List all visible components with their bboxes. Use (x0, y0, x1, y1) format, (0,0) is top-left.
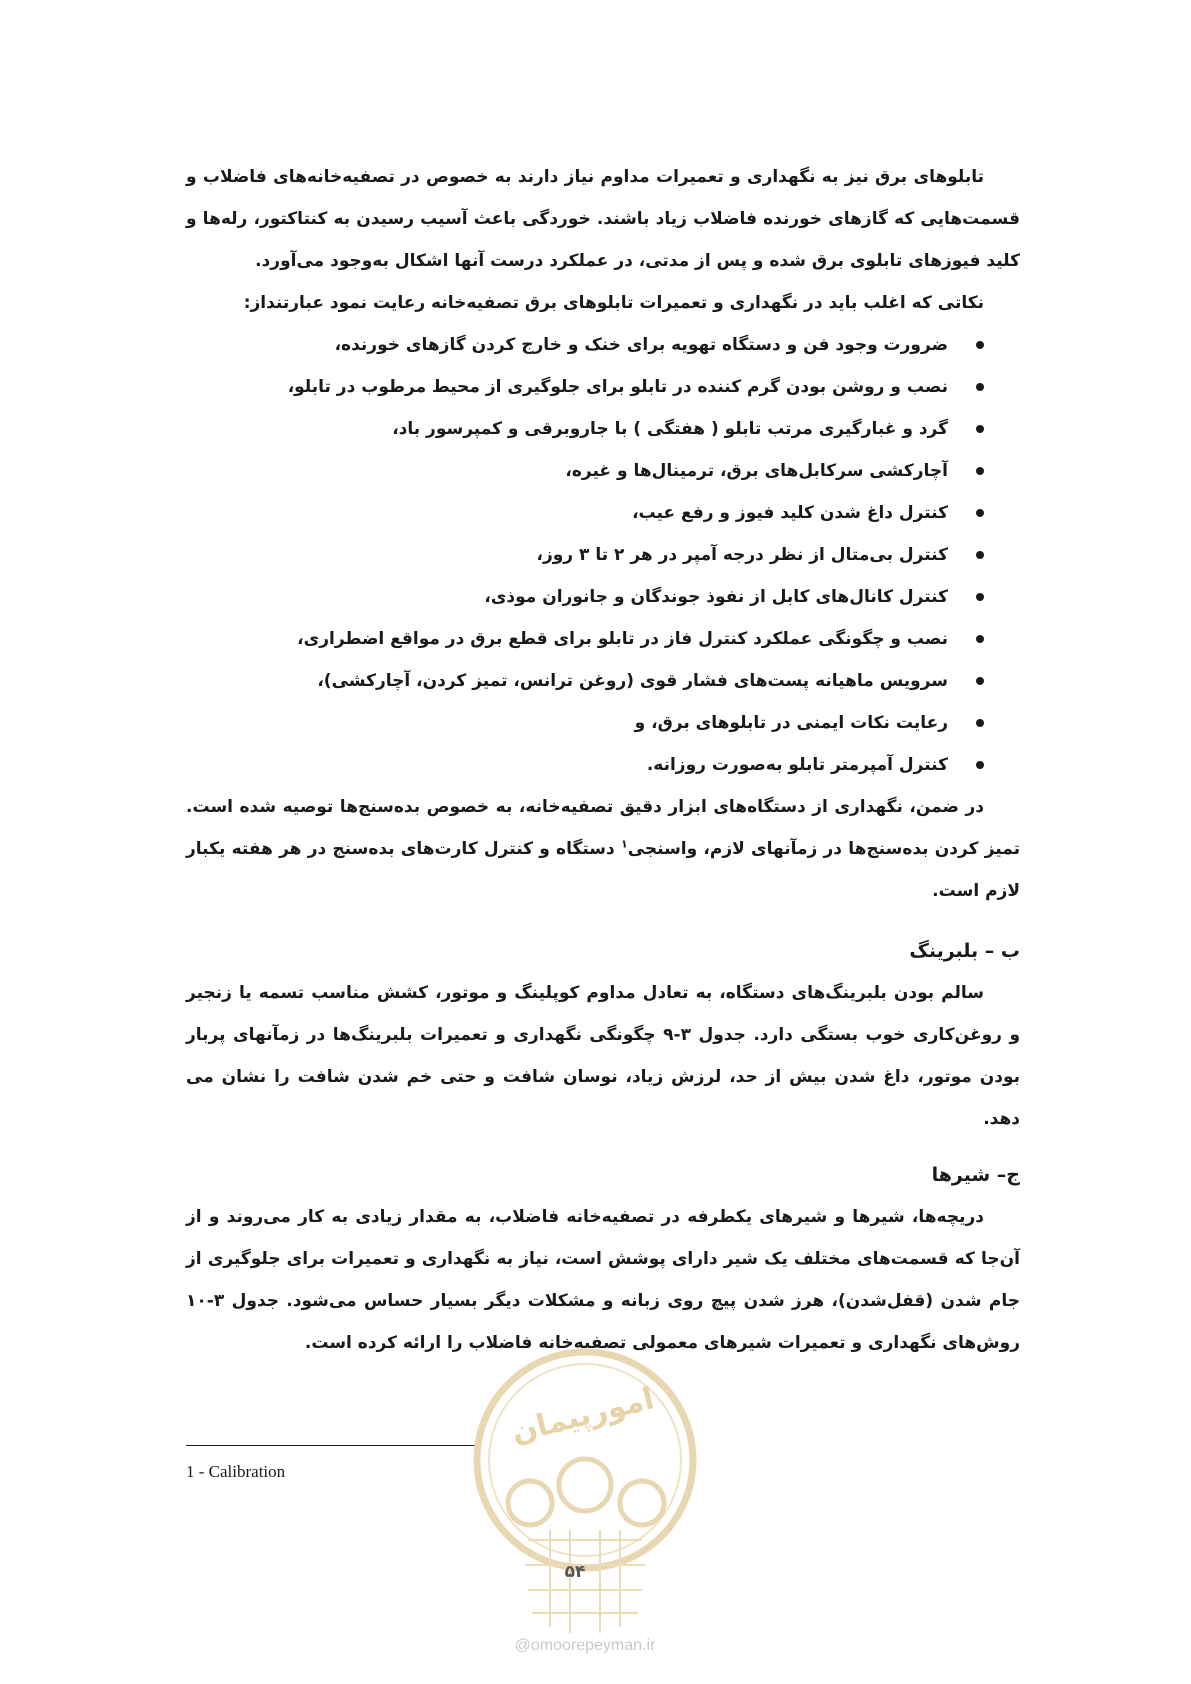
bullet-icon (976, 719, 984, 727)
bullet-icon (976, 551, 984, 559)
list-item (186, 408, 984, 450)
watermark-site-text: @omoorepeyman.ir (514, 1637, 656, 1654)
page-number: ۵۴ (564, 1562, 586, 1582)
footnote-reference: ۱ (620, 837, 628, 851)
list-item (186, 660, 984, 702)
bullet-icon (976, 761, 984, 769)
list-item-text: گرد و غبارگیری مرتب تابلو ( هفتگی ) با جاروبرقی و کمپرسور باد، (392, 419, 948, 439)
bullet-icon (976, 593, 984, 601)
list-item-text: سرویس ماهیانه پست‌های فشار قوی (روغن ترانس، تمیز کردن، آچارکشی)، (317, 671, 948, 691)
bullet-icon (976, 509, 984, 517)
list-item (186, 534, 984, 576)
list-item-text: کنترل آمپرمتر تابلو به‌صورت روزانه. (646, 755, 948, 775)
section-heading-bearings: ب – بلبرینگ (909, 940, 1020, 962)
list-item-text: کنترل بی‌متال از نظر درجه آمپر در هر ۲ تا ۳ روز، (536, 545, 948, 565)
maintenance-bullet-list (186, 324, 1020, 786)
list-item-text: نصب و روشن بودن گرم کننده در تابلو برای جلوگیری از محیط مرطوب در تابلو، (287, 377, 948, 397)
watermark-logo (470, 1345, 700, 1645)
list-item-text: کنترل داغ شدن کلید فیوز و رفع عیب، (632, 503, 948, 523)
list-item (186, 744, 984, 786)
calibration-paragraph (186, 786, 1020, 912)
bullet-icon (976, 383, 984, 391)
list-item (186, 450, 984, 492)
main-content (186, 156, 1020, 1364)
calibration-text-end: دستگاه و کنترل کارت‌های بده‌سنج در هر هفته یکبار لازم است. (186, 839, 1020, 901)
list-item-text: آچارکشی سرکابل‌های برق، ترمینال‌ها و غیره، (565, 461, 948, 481)
list-item (186, 576, 984, 618)
list-item-text: ضرورت وجود فن و دستگاه تهویه برای خنک و خارج کردن گازهای خورنده، (334, 335, 948, 355)
bullet-icon (976, 425, 984, 433)
watermark-logo-text: امورپیمان (507, 1381, 658, 1451)
footnote-text: 1 - Calibration (186, 1462, 286, 1481)
list-item (186, 366, 984, 408)
bearings-paragraph: سالم بودن بلبرینگ‌های دستگاه، به تعادل مداوم کوپلینگ و موتور، کشش مناسب تسمه یا زنجیر و روغن‌کاری خوب بستگی دارد. جدول ۳-۹ چگونگی نگهداری و تعمیرات بلبرینگ‌ها در زمآنهای پربار بودن موتور، داغ شدن بیش از حد، لرزش زیاد، نوسان شافت و حتی خم شدن شافت را نشان می دهد. (186, 983, 1021, 1129)
bullet-icon (976, 467, 984, 475)
bullet-icon (976, 677, 984, 685)
list-item (186, 324, 984, 366)
points-intro-paragraph: نکاتی که اغلب باید در نگهداری و تعمیرات تابلوهای برق تصفیه‌خانه رعایت نمود عبارتنداز: (243, 293, 984, 313)
list-item-text: رعایت نکات ایمنی در تابلوهای برق، و (634, 713, 948, 733)
section-heading-valves: ج– شیرها (931, 1164, 1020, 1186)
intro-paragraph: تابلوهای برق نیز به نگهداری و تعمیرات مداوم نیاز دارند به خصوص در تصفیه‌خانه‌های فاضلاب و قسمت‌هایی که گازهای خورنده فاضلاب زیاد باشند. خوردگی باعث آسیب رسیدن به کنتاکتور، رله‌ها و کلید فیوزهای تابلوی برق شده و پس از مدتی، در عملکرد درست آنها اشکال به‌وجود می‌آورد. (186, 167, 1020, 271)
calibration-text-start: در ضمن، نگهداری از دستگاه‌های ابزار دقیق تصفیه‌خانه، به خصوص بده‌سنج‌ها توصیه شده است. تمیز کردن بده‌سنج‌ها در زمآنهای لازم، واسنجی (186, 797, 1021, 859)
footnote-divider (186, 1445, 476, 1446)
list-item-text: نصب و چگونگی عملکرد کنترل فاز در تابلو برای قطع برق در مواقع اضطراری، (297, 629, 948, 649)
list-item (186, 702, 984, 744)
list-item-text: کنترل کانال‌های کابل از نفوذ جوندگان و جانوران موذی، (484, 587, 948, 607)
list-item (186, 618, 984, 660)
bullet-icon (976, 341, 984, 349)
list-item (186, 492, 984, 534)
bullet-icon (976, 635, 984, 643)
valves-paragraph: دریچه‌ها، شیرها و شیرهای یکطرفه در تصفیه‌خانه فاضلاب، به مقدار زیادی به کار می‌روند و از آن‌جا که قسمت‌های مختلف یک شیر دارای پوشش است، نیاز به نگهداری و تعمیرات برای جلوگیری از جام شدن (قفل‌شدن)، هرز شدن پیچ روی زبانه و مشکلات دیگر بسیار حساس می‌شود. جدول ۳-۱۰ روش‌های نگهداری و تعمیرات شیرهای معمولی تصفیه‌خانه فاضلاب را ارائه کرده است. (186, 1207, 1020, 1353)
